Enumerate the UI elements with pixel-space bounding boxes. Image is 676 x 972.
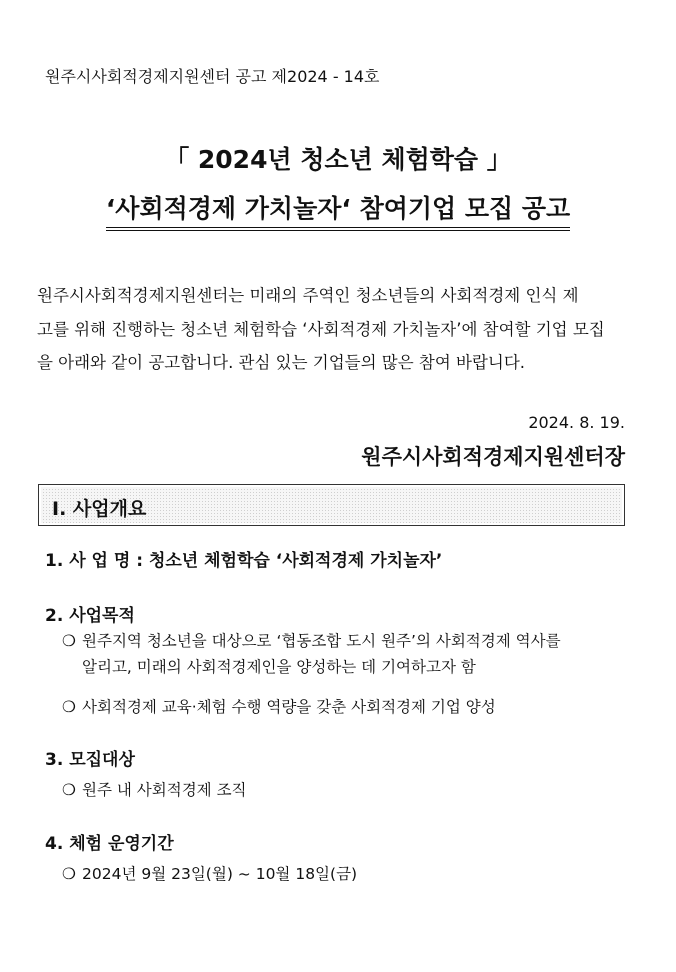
period-heading: 4. 체험 운영기간	[45, 834, 174, 854]
target-heading: 3. 모집대상	[45, 750, 135, 770]
circle-bullet-icon: ❍	[62, 781, 76, 799]
intro-line-2: 고를 위해 진행하는 청소년 체험학습 ‘사회적경제 가치놀자’에 참여할 기업 모집	[37, 320, 605, 339]
purpose-bullet-2	[62, 695, 496, 717]
purpose-bullet-1-text: 원주지역 청소년을 대상으로 ‘협동조합 도시 원주’의 사회적경제 역사를	[82, 632, 561, 650]
circle-bullet-icon: ❍	[62, 698, 76, 716]
document-title-line2	[0, 189, 676, 231]
intro-line-3: 을 아래와 같이 공고합니다. 관심 있는 기업들의 많은 참여 바랍니다.	[37, 353, 526, 372]
circle-bullet-icon: ❍	[62, 632, 76, 650]
project-name-heading: 1. 사 업 명 : 청소년 체험학습 ‘사회적경제 가치놀자’	[45, 551, 443, 571]
period-bullet	[62, 862, 357, 884]
period-bullet-text: 2024년 9월 23일(월) ~ 10월 18일(금)	[82, 865, 358, 883]
target-bullet	[62, 778, 247, 800]
purpose-bullet-2-text: 사회적경제 교육·체험 수행 역량을 갖춘 사회적경제 기업 양성	[82, 698, 496, 716]
target-bullet-text: 원주 내 사회적경제 조직	[82, 781, 247, 799]
purpose-heading: 2. 사업목적	[45, 606, 135, 626]
purpose-bullet-1-continuation: 알리고, 미래의 사회적경제인을 양성하는 데 기여하고자 함	[82, 658, 476, 676]
purpose-bullet-1	[62, 629, 561, 651]
notice-date: 2024. 8. 19.	[528, 413, 625, 432]
circle-bullet-icon: ❍	[62, 865, 76, 883]
notice-number: 원주시사회적경제지원센터 공고 제2024 - 14호	[45, 67, 380, 86]
section-title: Ⅰ. 사업개요	[52, 498, 147, 520]
signer-name: 원주시사회적경제지원센터장	[361, 445, 625, 469]
document-title-line2-text: ‘사회적경제 가치놀자‘ 참여기업 모집 공고	[106, 189, 570, 231]
document-title-line1: 「 2024년 청소년 체험학습 」	[164, 145, 512, 174]
intro-line-1: 원주시사회적경제지원센터는 미래의 주역인 청소년들의 사회적경제 인식 제	[37, 286, 579, 305]
